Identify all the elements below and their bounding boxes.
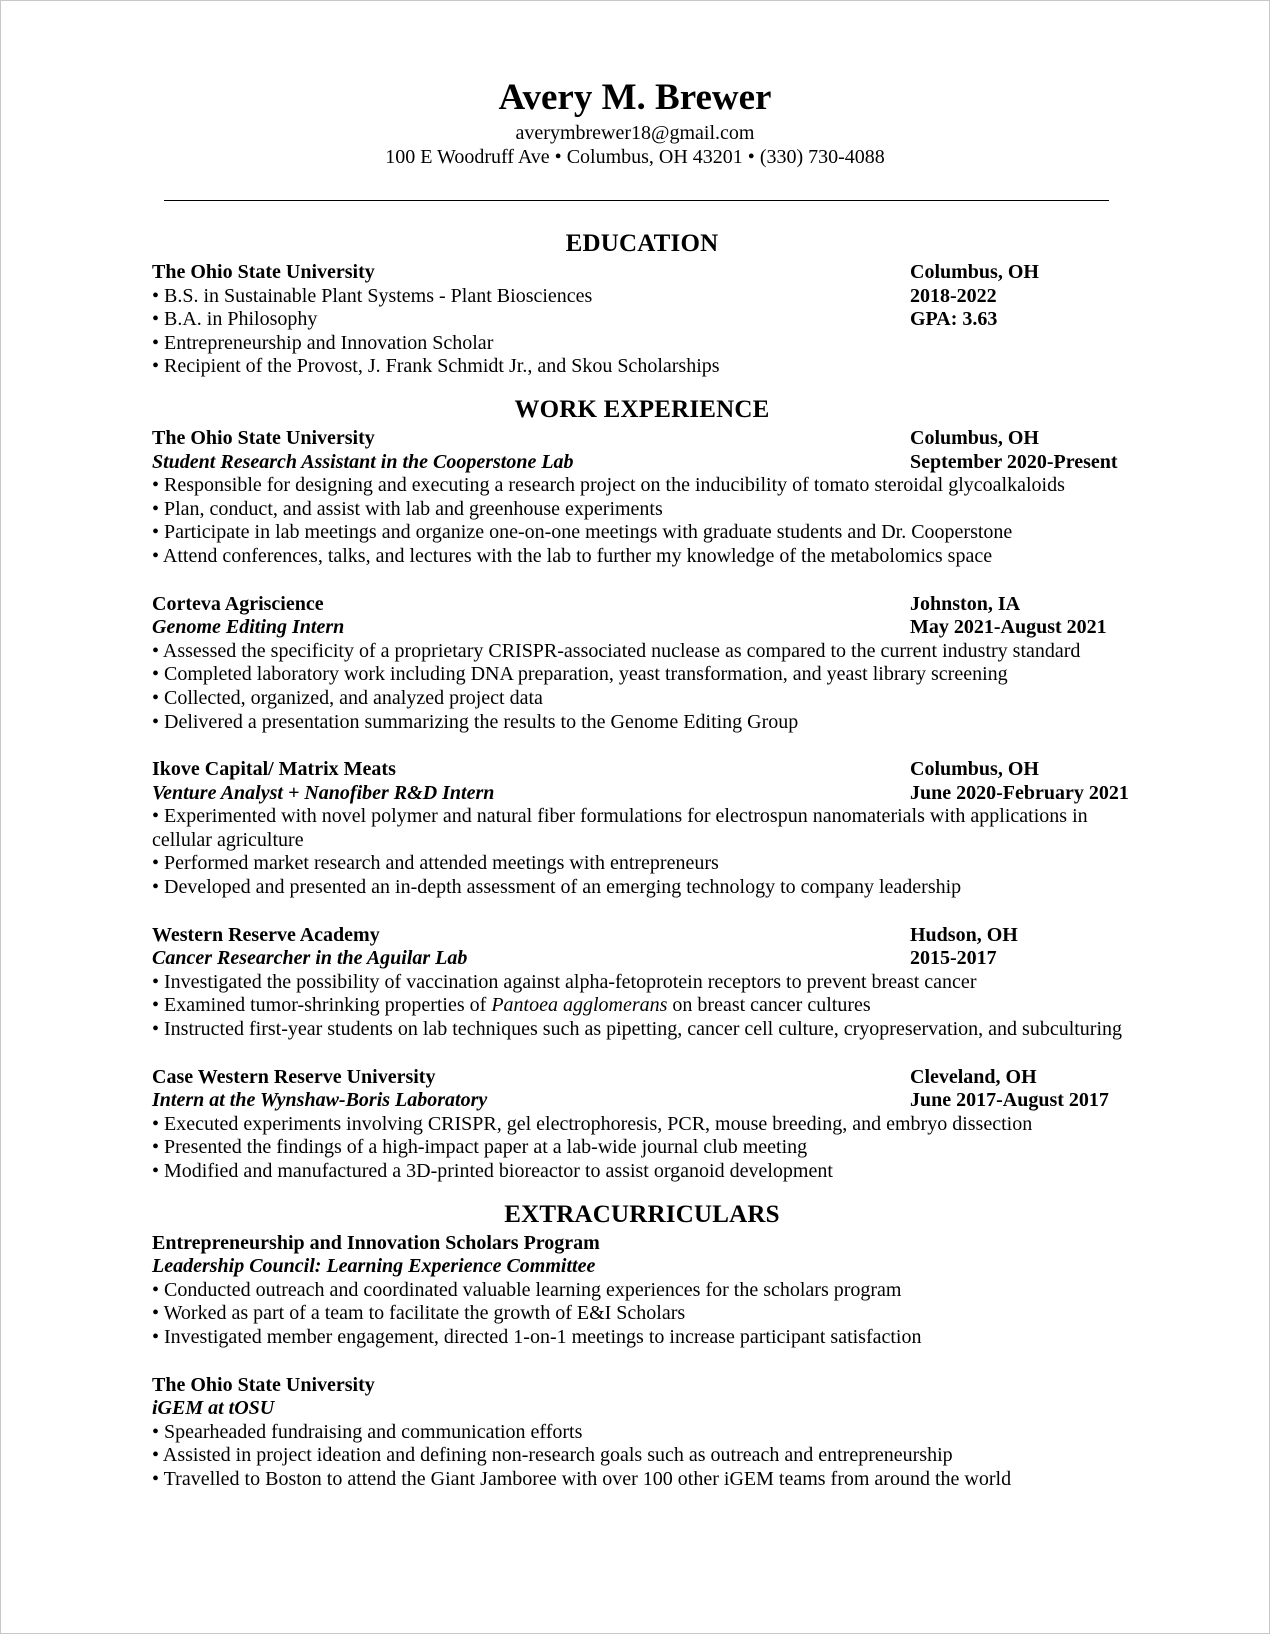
work-entry xyxy=(152,1066,1132,1184)
work-dates: 2015-2017 xyxy=(910,947,997,970)
work-bullet: • Investigated the possibility of vaccination against alpha-fetoprotein receptors to prevent breast cancer xyxy=(152,970,977,993)
work-bullet: • Developed and presented an in-depth assessment of an emerging technology to company leadership xyxy=(152,876,962,899)
work-bullet: • Modified and manufactured a 3D-printed bioreactor to assist organoid development xyxy=(152,1160,833,1182)
education-location: Columbus, OH xyxy=(910,261,1039,283)
extracurricular-bullet: • Spearheaded fundraising and communication efforts xyxy=(152,1420,583,1443)
education-scholarships: • Recipient of the Provost, J. Frank Schmidt Jr., and Skou Scholarships xyxy=(152,355,720,378)
work-bullet: • Presented the findings of a high-impact paper at a lab-wide journal club meeting xyxy=(152,1136,808,1159)
species-name: Pantoea agglomerans xyxy=(491,994,668,1017)
work-org: Western Reserve Academy xyxy=(152,923,380,946)
work-role: Cancer Researcher in the Aguilar Lab xyxy=(152,947,468,970)
extracurricular-bullet: • Conducted outreach and coordinated valuable learning experiences for the scholars program xyxy=(152,1278,902,1301)
work-bullet: • Executed experiments involving CRISPR, gel electrophoresis, PCR, mouse breeding, and embryo dissection xyxy=(152,1112,1033,1135)
species-bullet-prefix: • Examined tumor-shrinking properties of xyxy=(152,994,492,1017)
work-dates: September 2020-Present xyxy=(910,450,1118,473)
education-gpa: GPA: 3.63 xyxy=(910,308,998,331)
work-role: Intern at the Wynshaw-Boris Laboratory xyxy=(152,1089,488,1112)
header-divider xyxy=(164,200,1109,201)
education-entry xyxy=(152,261,1132,379)
extracurricular-entry xyxy=(152,1232,1132,1350)
work-bullet: • Collected, organized, and analyzed project data xyxy=(152,686,543,709)
education-honor: • Entrepreneurship and Innovation Scholar xyxy=(152,331,494,354)
education-degree-ba: • B.A. in Philosophy xyxy=(152,308,318,331)
work-bullet: • Attend conferences, talks, and lectures with the lab to further my knowledge of the metabolomics space xyxy=(152,544,993,567)
resume-body xyxy=(152,227,1132,1492)
extracurricular-bullet: • Investigated member engagement, directed 1-on-1 meetings to increase participant satisfaction xyxy=(152,1325,922,1348)
work-location: Columbus, OH xyxy=(910,758,1039,781)
work-dates: June 2020-February 2021 xyxy=(910,781,1129,804)
education-degree-bs: • B.S. in Sustainable Plant Systems - Plant Biosciences xyxy=(152,284,593,307)
work-location: Cleveland, OH xyxy=(910,1065,1037,1088)
work-entry xyxy=(152,924,1132,1042)
work-entry xyxy=(152,593,1132,735)
work-bullet: • Performed market research and attended meetings with entrepreneurs xyxy=(152,852,719,875)
extracurriculars-heading: EXTRACURRICULARS xyxy=(504,1200,780,1228)
work-bullet-with-species xyxy=(152,994,1132,1018)
education-org: The Ohio State University xyxy=(152,261,375,283)
work-org: Corteva Agriscience xyxy=(152,592,324,615)
address-phone-line: 100 E Woodruff Ave • Columbus, OH 43201 • (330) 730-4088 xyxy=(385,146,885,168)
species-bullet-suffix: on breast cancer cultures xyxy=(667,994,871,1017)
work-experience-heading: WORK EXPERIENCE xyxy=(514,395,770,423)
email-address: averymbrewer18@gmail.com xyxy=(515,122,755,144)
extracurricular-bullet: • Assisted in project ideation and defining non-research goals such as outreach and entrepreneurship xyxy=(152,1444,953,1467)
extracurricular-role: iGEM at tOSU xyxy=(152,1397,275,1420)
extracurricular-bullet: • Worked as part of a team to facilitate the growth of E&I Scholars xyxy=(152,1302,686,1325)
work-location: Columbus, OH xyxy=(910,426,1039,449)
work-bullet: • Participate in lab meetings and organize one-on-one meetings with graduate students and Dr. Cooperstone xyxy=(152,521,1013,544)
work-role: Genome Editing Intern xyxy=(152,616,345,639)
work-role: Venture Analyst + Nanofiber R&D Intern xyxy=(152,781,495,804)
education-heading: EDUCATION xyxy=(565,230,719,257)
work-dates: May 2021-August 2021 xyxy=(910,616,1107,639)
work-bullet: • Instructed first-year students on lab techniques such as pipetting, cancer cell culture, cryopreservation, and subculturing xyxy=(152,1018,1123,1041)
work-bullet: • Delivered a presentation summarizing the results to the Genome Editing Group xyxy=(152,710,799,733)
work-org: Case Western Reserve University xyxy=(152,1065,436,1088)
extracurricular-bullet: • Travelled to Boston to attend the Giant Jamboree with over 100 other iGEM teams from around the world xyxy=(152,1467,1012,1490)
work-dates: June 2017-August 2017 xyxy=(910,1089,1109,1112)
work-role: Student Research Assistant in the Cooperstone Lab xyxy=(152,450,574,473)
work-entry xyxy=(152,427,1132,569)
extracurricular-org: The Ohio State University xyxy=(152,1373,375,1396)
work-org: Ikove Capital/ Matrix Meats xyxy=(152,758,396,781)
education-dates: 2018-2022 xyxy=(910,284,997,307)
candidate-name: Avery M. Brewer xyxy=(498,77,772,118)
work-bullet: • Experimented with novel polymer and natural fiber formulations for electrospun nanomaterials with applications in cellular agriculture xyxy=(152,805,1088,851)
work-location: Hudson, OH xyxy=(910,923,1018,946)
extracurricular-org: Entrepreneurship and Innovation Scholars Program xyxy=(152,1231,600,1254)
resume-header xyxy=(1,75,1269,169)
work-location: Johnston, IA xyxy=(910,592,1021,615)
extracurricular-role: Leadership Council: Learning Experience Committee xyxy=(152,1255,596,1278)
work-org: The Ohio State University xyxy=(152,426,375,449)
extracurricular-entry xyxy=(152,1374,1132,1492)
work-bullet: • Plan, conduct, and assist with lab and greenhouse experiments xyxy=(152,497,663,520)
work-entry xyxy=(152,758,1132,900)
work-bullet: • Completed laboratory work including DNA preparation, yeast transformation, and yeast library screening xyxy=(152,663,1008,686)
work-bullet: • Responsible for designing and executing a research project on the inducibility of tomato steroidal glycoalkaloids xyxy=(152,474,1065,497)
work-bullet: • Assessed the specificity of a proprietary CRISPR-associated nuclease as compared to the current industry standard xyxy=(152,639,1081,662)
